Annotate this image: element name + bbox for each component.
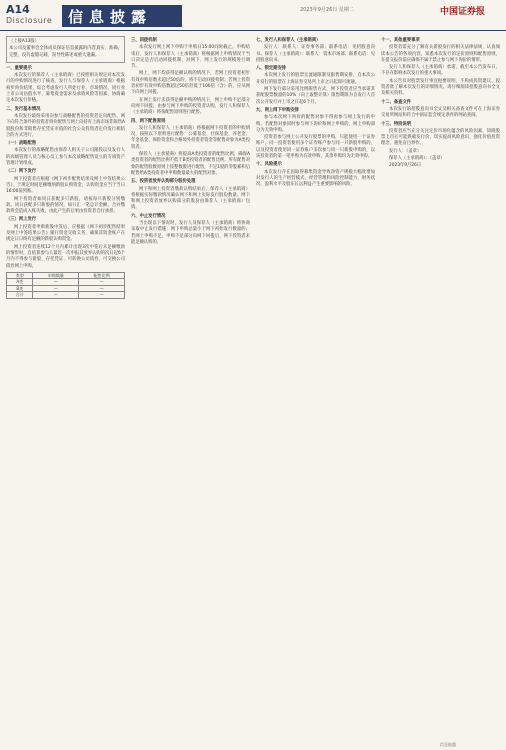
table-cell: —	[79, 285, 125, 292]
table-row	[7, 292, 125, 299]
paragraph: 本次发行网上网下申购于申购日15:00同时截止。申购结束后，发行人和保荐人（主承销商）将根据网上申购情况于当日决定是否启动回拨机制，对网下、网上发行的规模进行调节。	[131, 45, 250, 70]
paragraph: 参与本次网下询价的配售对象不得再参与网上发行的申购。若配售对象同时参与网下询价和网上申购的，网上申购部分为无效申购。	[256, 115, 375, 133]
paragraph: 网下投资者如同日获配多只新股，请按每只新股分别缴款。同日获配多只新股的情况，如只汇一笔总计金额，合并缴款将会造成入账失败，由此产生的后果由投资者自行承担。	[6, 196, 125, 215]
column-1	[6, 36, 125, 740]
section-heading: 十、风险提示	[256, 162, 282, 168]
paragraph: 投资者需充分了解有关新股发行的相关法律法规，认真阅读本公告的各项内容，知悉本次发行的定价原则和配售原则，在提交报价前应确保不属于禁止参与网下询价的情形。	[381, 45, 500, 63]
section-heading: 九、网上网下申购安排	[256, 107, 299, 113]
paragraph: 网下发行部分采用比例限售方式，网下投资者应当承诺其获配股票数量的10%（向上取整计算）限售期限为自发行人首次公开发行并上市之日起6个月。	[256, 87, 375, 105]
section-heading: 二、发行基本情况	[6, 106, 41, 112]
paragraph: 发行人和保荐人（主承销商）将根据网下投资者的申购情况，按照以下原则进行配售：公募基金、社保基金、养老金、年金基金、保险资金和合格境外投资者资金等配售对象为A类投资者。	[131, 125, 250, 150]
page-footer: 信息披露	[440, 742, 456, 747]
paragraph: 发行人：联系人：证券事务部；联系电话：见招股意向书。保荐人（主承销商）：联系人：资本市场部；联系电话：见招股意向书。	[256, 45, 375, 63]
column-3	[256, 36, 375, 740]
section-heading: 七、发行人和保荐人（主承销商）	[256, 38, 321, 43]
paragraph: 投资者应当充分关注定价市场化蕴含的风险因素，知晓股票上市后可能跌破发行价，切实提高风险意识，强化价值投资理念，避免盲目炒作。	[381, 128, 500, 147]
section-heading: 十一、其他重要事项	[381, 38, 420, 43]
table-header: 类型	[7, 272, 33, 279]
allocation-table	[6, 272, 125, 299]
table-cell: —	[33, 285, 79, 292]
section-heading: 十三、特别说明	[381, 121, 412, 127]
paragraph: 发行人：（盖章）	[389, 148, 422, 154]
column-2	[131, 36, 250, 740]
newspaper-masthead: 中国证券报	[440, 7, 486, 17]
column-4-text	[381, 38, 500, 170]
table-cell: B类	[7, 285, 33, 292]
table-cell: —	[33, 279, 79, 286]
table-cell: 合计	[7, 292, 33, 299]
paragraph: 发行人和保荐人（主承销商）承诺，截至本公告发布日，不存在影响本次发行的重大事项。	[381, 65, 500, 77]
table-cell: —	[79, 279, 125, 286]
paragraph: 投资者参与网上公开发行股票的申购，只能使用一个证券账户。同一投资者使用多个证券账户参与同一只新股申购的，以及投资者使用同一证券账户多次参与同一只新股申购的，以该投资者的第一笔申购为有效申购，其余申购均为无效申购。	[256, 135, 375, 160]
section-english-name: Disclosure	[6, 16, 53, 25]
paragraph: 本次发行最终采用向参与战略配售的投资者定向配售、网下向符合条件的投资者询价配售与网上向持有上海市场非限售A股股份和非限售存托凭证市值的社会公众投资者定价发行相结合的方式进行。	[6, 113, 125, 138]
table-header: 申购数量	[33, 272, 79, 279]
header-rule	[0, 30, 506, 31]
page-number: A14	[6, 3, 30, 16]
section-heading: 十二、备查文件	[381, 99, 412, 105]
section-heading: （二）网下发行	[6, 169, 37, 175]
paragraph: 本次发行的战略配售由保荐人相关子公司跟投以及发行人的高级管理人员与核心员工参与本次战略配售设立的专项资产管理计划组成。	[6, 148, 125, 167]
table-cell: —	[33, 292, 79, 299]
section-heading: （一）战略配售	[6, 141, 37, 147]
date-line: 2023年9月26日 星期二	[300, 7, 354, 13]
column-2-text	[131, 38, 250, 246]
paragraph: 当出现以下情况时，发行人及保荐人（主承销商）将协商采取中止发行措施：网下申购总量小于网下初始发行数量的；若网上申购不足，申购不足部分向网下回拨后，网下投资者未能足额认购的。	[131, 221, 250, 245]
table-header: 配售比例	[79, 272, 125, 279]
paragraph: 保荐人（主承销商）将提高A类投资者的配售比例，确保A类投资者的配售比例不低于B类投资者的配售比例。所有配售对象的配售股数原则上按整数股进行配售，不足1股的零股累积后配售给A类投资者中申购数量最大的配售对象。	[131, 152, 250, 176]
notice-box	[6, 36, 125, 63]
paragraph: 本次发行的保荐人（主承销商）已按照相关规定对本次发行的申购情况进行了核查，发行人与保荐人（主承销商）根据初步询价结果，综合考虑发行人所处行业、市场情况、同行业上市公司估值水平、募集资金需求及承销风险等因素，协商确定本次发行价格。	[6, 73, 125, 104]
paragraph: 网上、网下均获得足额认购的情况下，若网上投资者初步有效申购倍数未超过50倍的，将不启动回拨机制；若网上投资者初步有效申购倍数超过50倍但低于100倍（含）的，应从网下向网上回拨。	[131, 71, 250, 96]
section-heading: 一、重要提示	[6, 65, 32, 71]
table-cell: A类	[7, 279, 33, 286]
notice-line: 本公司及董事会全体成员保证信息披露的内容真实、准确、完整，没有虚假记载、误导性陈述或重大遗漏。	[9, 46, 122, 58]
paragraph: 在网上发行未获得足额申购的情况下，网上申购不足部分向网下回拨，由参与网下申购的投资者认购，发行人和保荐人（主承销商）将按配售原则进行配售。	[131, 97, 250, 116]
section-heading: （三）网上发行	[6, 217, 37, 223]
section-title: 信息披露	[68, 8, 153, 26]
paragraph: 网上投资者连续12个月内累计出现3次中签后未足额缴款的情形时，自结算参与人最近一次申报其放弃认购的次日起6个月内不得参与新股、存托凭证、可转换公司债券、可交换公司债券网上申购。	[6, 244, 125, 269]
paragraph: 网上投资者申购新股中签后，应根据《网下初步配售结果及网上中签结果公告》履行资金交收义务，确保其资金账户在规定日日终有足额的新股认购资金。	[6, 224, 125, 243]
paragraph: 本公告仅对股票发行事宜扼要说明，不构成投资建议。投资者欲了解本次发行的详细情况，请仔细阅读招股意向书全文及相关资料。	[381, 78, 500, 97]
section-heading: 五、投资者放弃认购部分股份处理	[131, 179, 196, 185]
paragraph: 本次网上发行的股票无流通限制及限售期安排，自本次公开发行的股票在上海证券交易所上市之日起即可流通。	[256, 73, 375, 85]
paragraph: 网下和网上投资者缴款认购结束后，保荐人（主承销商）将根据实际缴款情况确认网下和网上实际发行股份数量。网下和网上投资者放弃认购部分的股份由保荐人（主承销商）包销。	[131, 186, 250, 211]
section-heading: 四、网下配售原则	[131, 118, 166, 124]
section-heading: 三、回拨机制	[131, 38, 157, 43]
paragraph: 本次发行的招股意向书全文及相关备查文件可在上海证券交易所网站和符合中国证监会规定条件的网站查阅。	[381, 106, 500, 119]
paragraph: 网下投资者应根据《网下初步配售结果及网上中签结果公告》，于规定时间足额缴纳新股认购资金，认购资金应当于当日16:00前到账。	[6, 176, 125, 195]
table-cell: —	[79, 292, 125, 299]
column-4	[381, 36, 500, 740]
paragraph: 保荐人（主承销商）：（盖章）	[389, 156, 445, 162]
paragraph: 本次发行存在因取得募集资金导致净资产规模大幅度增加对发行人的生产经营模式、经营管理和风险控制能力、财务状况、盈利水平及股东长远利益产生重要影响的风险。	[256, 169, 375, 188]
paragraph: 2023年9月26日	[389, 163, 422, 169]
column-1-text	[6, 66, 125, 270]
notice-line: （上接A13版）	[9, 39, 39, 44]
section-heading: 八、锁定期安排	[256, 66, 287, 72]
section-heading: 六、中止发行情况	[131, 213, 166, 219]
column-3-text	[256, 38, 375, 189]
page-header	[0, 0, 506, 30]
